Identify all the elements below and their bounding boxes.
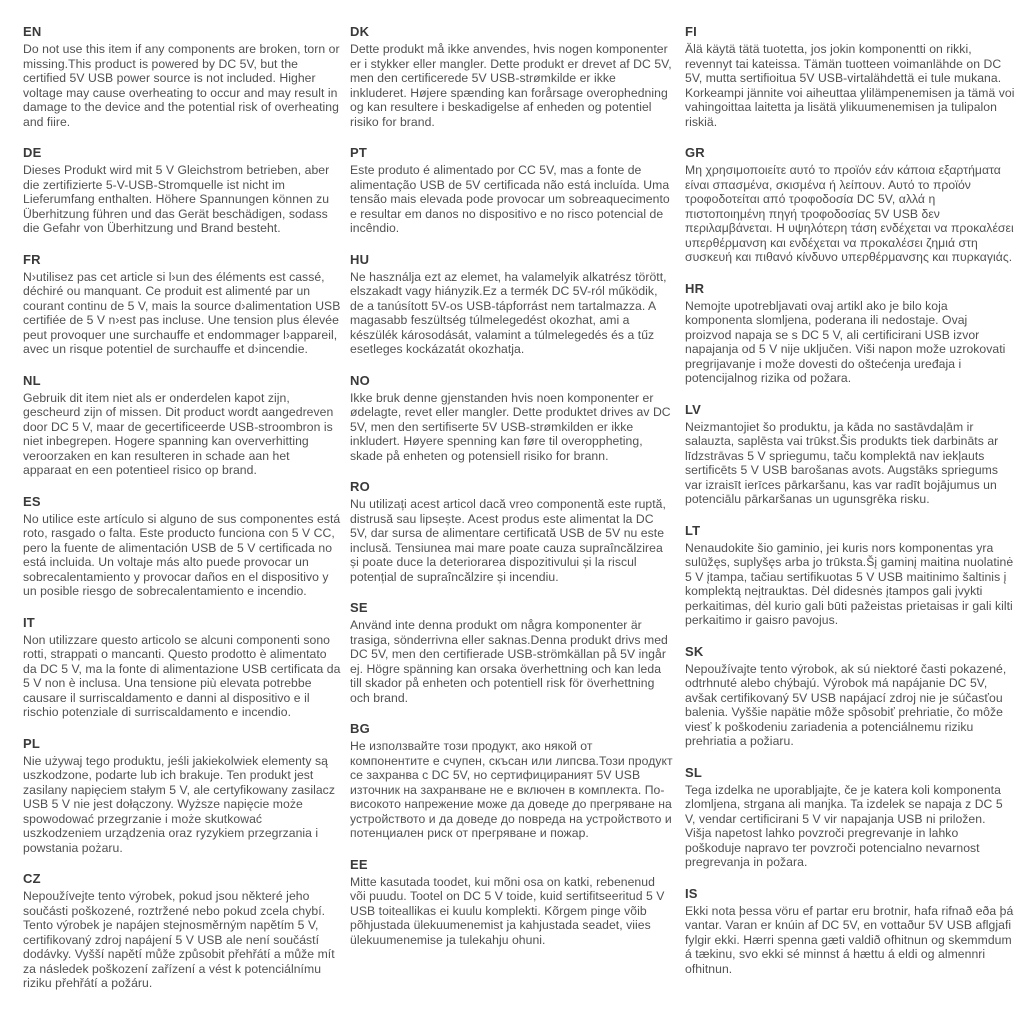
language-text-ee: Mitte kasutada toodet, kui mõni osa on katki, rebenenud või puudu. Tootel on DC 5 V toide, kuid sertifitseeritud 5 V USB toiteallikas ei kuulu komplekti. Kõrgem pinge võib põhjustada ülekuumenemist ja kahjustada seadet, viies ülekuumenemise ja tulekahju ohuni. xyxy=(350,874,665,947)
language-text-lt: Nenaudokite šio gaminio, jei kuris nors komponentas yra sulūžęs, suplyšęs arba jo trūksta.Šį gaminį maitina nuolatinė 5 V įtampa, tačiau sertifikuotas 5 V USB maitinimo šaltinis į komplektą neįtrauktas. Dėl didesnės įtampos gali įvykti perkaitimas, dėl kurio gali būti pažeistas prietaisas ir gali kilti perkaitimo ir gaisro pavojus. xyxy=(685,540,1014,627)
language-code-is: IS xyxy=(685,885,698,901)
language-text-nl: Gebruik dit item niet als er onderdelen kapot zijn, gescheurd zijn of missen. Dit product wordt aangedreven door DC 5 V, maar de gecertificeerde USB-stroombron is niet inbegrepen. Hogere spanning kan oververhitting veroorzaken en kan resulteren in schade aan het apparaat en een potentieel risico op brand. xyxy=(23,390,334,477)
language-code-sl: SL xyxy=(685,764,703,780)
language-code-pl: PL xyxy=(23,735,41,751)
language-text-es: No utilice este artículo si alguno de sus componentes está roto, rasgado o falta. Este producto funciona con 5 V CC, pero la fuente de alimentación USB de 5 V certificada no está incluida. Un voltaje más alto puede provocar un sobrecalentamiento y provocar daños en el dispositivo y un posible riesgo de sobrecalentamiento e incendio. xyxy=(23,511,341,598)
language-code-hr: HR xyxy=(685,280,705,296)
language-section-se xyxy=(350,600,674,705)
language-code-it: IT xyxy=(23,614,35,630)
language-code-en: EN xyxy=(23,24,42,39)
language-text-ro: Nu utilizați acest articol dacă vreo componentă este ruptă, distrusă sau lipsește. Acest produs este alimentat la DC 5V, dar sursa de alimentare certificată USB de 5V nu este inclusă. Tensiunea mai mare poate cauza supraîncălzirea și poate duce la deteriorarea dispozitivului și la riscul potențial de supraîncălzire și incendiu. xyxy=(350,497,666,584)
language-text-hr: Nemojte upotrebljavati ovaj artikl ako je bilo koja komponenta slomljena, poderana ili nedostaje. Ovaj proizvod napaja se s DC 5 V, ali certificirani USB izvor napajanja od 5 V nije uključen. Viši napon može uzrokovati pregrijavanje i može dovesti do oštećenja uređaja i potencijalnog rizika od požara. xyxy=(685,298,1006,385)
language-section-hr xyxy=(685,281,1015,386)
language-code-nl: NL xyxy=(23,372,41,388)
language-code-cz: CZ xyxy=(23,871,41,886)
language-section-dk xyxy=(350,24,674,129)
language-text-fi: Älä käytä tätä tuotetta, jos jokin komponentti on rikki, revennyt tai kateissa. Tämän tuotteen voimanlähde on DC 5V, mutta sertifioitua 5V USB-virtalähdettä ei tule mukana. Korkeampi jännite voi aiheuttaa ylilämpenemisen ja tämä voi vahingoittaa laitetta ja lisätä ylikuumenemisen ja tulipalon riskiä. xyxy=(685,42,1015,129)
language-code-lt: LT xyxy=(685,522,701,538)
language-section-it xyxy=(23,615,341,720)
language-section-ro xyxy=(350,479,674,584)
language-section-hu xyxy=(350,252,674,357)
language-code-bg: BG xyxy=(350,721,370,736)
language-code-fr: FR xyxy=(23,251,41,267)
language-code-pt: PT xyxy=(350,145,368,160)
language-section-sl xyxy=(685,765,1015,870)
language-section-fi xyxy=(685,24,1015,129)
language-code-fi: FI xyxy=(685,24,697,39)
language-code-de: DE xyxy=(23,145,42,160)
language-code-se: SE xyxy=(350,600,368,615)
language-text-cz: Nepoužívejte tento výrobek, pokud jsou některé jeho součásti poškozené, roztržené nebo pokud zcela chybí. Tento výrobek je napájen stejnosměrným napětím 5 V, certifikovaný zdroj napájení 5 V USB ale není součástí dodávky. Vyšší napětí může způsobit přehřátí a může mít za následek poškození zařízení a vést k potenciálnímu riziku přehřátí a požáru. xyxy=(23,889,335,990)
language-section-fr xyxy=(23,252,341,357)
language-code-dk: DK xyxy=(350,24,370,39)
language-code-es: ES xyxy=(23,493,41,509)
language-text-is: Ekki nota þessa vöru ef partar eru brotnir, hafa rifnað eða þá vantar. Varan er knúin af DC 5V, en vottaður 5V USB aflgjafi fylgir ekki. Hærri spenna gæti valdið ofhitnun og skemmdum á tækinu, svo ekki sé minnst á hættu á eldi og almennri ofhitnun. xyxy=(685,903,1014,976)
language-code-lv: LV xyxy=(685,401,702,417)
language-section-bg xyxy=(350,721,674,841)
language-text-pl: Nie używaj tego produktu, jeśli jakiekolwiek elementy są uszkodzone, podarte lub ich brakuje. Ten produkt jest zasilany napięciem stałym 5 V, ale certyfikowany zasilacz USB 5 V nie jest dołączony. Wyższe napięcie może spowodować przegrzanie i może skutkować uszkodzeniem urządzenia oraz ryzykiem przegrzania i powstania pożaru. xyxy=(23,753,335,855)
column-3 xyxy=(685,24,1015,992)
language-code-ee: EE xyxy=(350,856,368,872)
language-section-sk xyxy=(685,644,1015,749)
language-text-fr: N›utilisez pas cet article si l›un des éléments est cassé, déchiré ou manquant. Ce produit est alimenté par un courant continu de 5 V, mais la source d›alimentation USB certifiée de 5 V n›est pas incluse. Une tension plus élevée peut provoquer une surchauffe et endommager l›appareil, avec un risque potentiel de surchauffe et d›incendie. xyxy=(23,269,341,356)
language-text-gr: Μη χρησιμοποιείτε αυτό το προϊόν εάν κάποια εξαρτήματα είναι σπασμένα, σκισμένα ή λείπουν. Αυτό το προϊόν τροφοδοτείται από τροφοδοσία DC 5V, αλλά η πιστοποιημένη πηγή τροφοδοσίας 5V USB δεν περιλαμβάνεται. Η υψηλότερη τάση ενδέχεται να προκαλέσει υπερθέρμανση και ενδέχεται να προκαλέσει ζημιά στη συσκευή και πιθανό κίνδυνο υπερθέρμανσης και πυρκαγιάς. xyxy=(685,163,1014,264)
language-text-lv: Neizmantojiet šo produktu, ja kāda no sastāvdaļām ir salauzta, saplēsta vai trūkst.Šis produkts tiek darbināts ar līdzstrāvas 5 V spriegumu, taču komplektā nav iekļauts sertificēts 5 V USB barošanas avots. Augstāks spriegums var izraisīt ierīces pārkaršanu, kas var radīt bojājumus un potenciālu pārkaršanas un ugunsgrēka risku. xyxy=(685,419,999,506)
language-section-pt xyxy=(350,145,674,236)
language-section-en xyxy=(23,24,341,129)
language-text-bg: Не използвайте този продукт, ако някой от компонентите е счупен, скъсан или липсва.Този продукт се захранва с DC 5V, но сертифицираният 5V USB източник на захранване не е включен в комплекта. По-високото напрежение може да доведе до прегряване на устройството и да доведе до повреда на устройството и потенциален риск от прегряване и пожар. xyxy=(350,739,673,840)
language-section-no xyxy=(350,373,674,464)
language-section-nl xyxy=(23,373,341,478)
language-text-sk: Nepoužívajte tento výrobok, ak sú niektoré časti pokazené, odtrhnuté alebo chýbajú. Výrobok má napájanie DC 5V, avšak certifikovaný 5V USB napájací zdroj nie je súčasťou balenia. Vyššie napätie môže spôsobiť prehriatie, čo môže viesť k poškodeniu zariadenia a potenciálnemu riziku prehriatia a požiaru. xyxy=(685,661,1007,748)
language-section-pl xyxy=(23,736,341,856)
language-code-gr: GR xyxy=(685,145,705,160)
language-section-cz xyxy=(23,871,341,991)
language-text-it: Non utilizzare questo articolo se alcuni componenti sono rotti, strappati o mancanti. Questo prodotto è alimentato da DC 5 V, ma la fonte di alimentazione USB certificata da 5 V non è inclusa. Una tensione più elevata potrebbe causare il surriscaldamento e danni al dispositivo e il rischio potenziale di surriscaldamento e incendio. xyxy=(23,632,341,719)
language-code-ro: RO xyxy=(350,479,370,494)
language-text-en: Do not use this item if any components are broken, torn or missing.This product is powered by DC 5V, but the certified 5V USB power source is not included. Higher voltage may cause overheating to occur and may result in damage to the device and the potential risk of overheating and fiire. xyxy=(23,42,340,129)
language-code-sk: SK xyxy=(685,643,704,659)
language-section-gr xyxy=(685,145,1015,265)
language-text-hu: Ne használja ezt az elemet, ha valamelyik alkatrész törött, elszakadt vagy hiányzik.Ez a termék DC 5V-ról működik, de a tanúsított 5V-os USB-tápforrást nem tartalmazza. A magasabb feszültség túlmelegedést okozhat, ami a készülék károsodását, valamint a túlmelegedés és a tűz esetleges kockázatát okozhatja. xyxy=(350,269,667,356)
column-1 xyxy=(23,24,341,1007)
column-2 xyxy=(350,24,674,963)
language-section-de xyxy=(23,145,341,236)
language-text-pt: Este produto é alimentado por CC 5V, mas a fonte de alimentação USB de 5V certificada não está incluída. Uma tensão mais elevada pode provocar um sobreaquecimento e resultar em danos no dispositivo e no risco potencial de incêndio. xyxy=(350,163,670,235)
language-text-se: Använd inte denna produkt om några komponenter är trasiga, sönderrivna eller saknas.Denna produkt drivs med DC 5V, men den certifierade USB-strömkällan på 5V ingår ej. Högre spänning kan orsaka överhettning och kan leda till skador på enheten och potentiell risk för överhettning och brand. xyxy=(350,618,668,705)
language-text-dk: Dette produkt må ikke anvendes, hvis nogen komponenter er i stykker eller mangler. Dette produkt er drevet af DC 5V, men den certificerede 5V USB-strømkilde er ikke inkluderet. Højere spænding kan forårsage overophedning og kan resultere i beskadigelse af enheden og potentiel risiko for brand. xyxy=(350,42,672,129)
language-section-is xyxy=(685,886,1015,977)
language-section-es xyxy=(23,494,341,599)
language-text-sl: Tega izdelka ne uporabljajte, če je katera koli komponenta zlomljena, strgana ali manjka. Ta izdelek se napaja z DC 5 V, vendar certificirani 5 V vir napajanja USB ni priložen. Višja napetost lahko povzroči pregrevanje in lahko poškoduje napravo ter povzroči potencialno nevarnost pregrevanja in požara. xyxy=(685,782,1003,869)
language-code-no: NO xyxy=(350,372,370,388)
language-section-lv xyxy=(685,402,1015,507)
language-section-lt xyxy=(685,523,1015,628)
language-code-hu: HU xyxy=(350,251,370,267)
language-text-no: Ikke bruk denne gjenstanden hvis noen komponenter er ødelagte, revet eller mangler. Dette produktet drives av DC 5V, men den sertifiserte 5V USB-strømkilden er ikke inkludert. Høyere spenning kan føre til overoppheting, skade på enheten og potensiell risiko for brann. xyxy=(350,390,671,463)
language-section-ee xyxy=(350,857,674,948)
language-text-de: Dieses Produkt wird mit 5 V Gleichstrom betrieben, aber die zertifizierte 5-V-USB-Stromquelle ist nicht im Lieferumfang enthalten. Höhere Spannungen können zu Überhitzung führen und das Gerät beschädigen, sodass die Gefahr von Überhitzung und Brand besteht. xyxy=(23,163,330,235)
